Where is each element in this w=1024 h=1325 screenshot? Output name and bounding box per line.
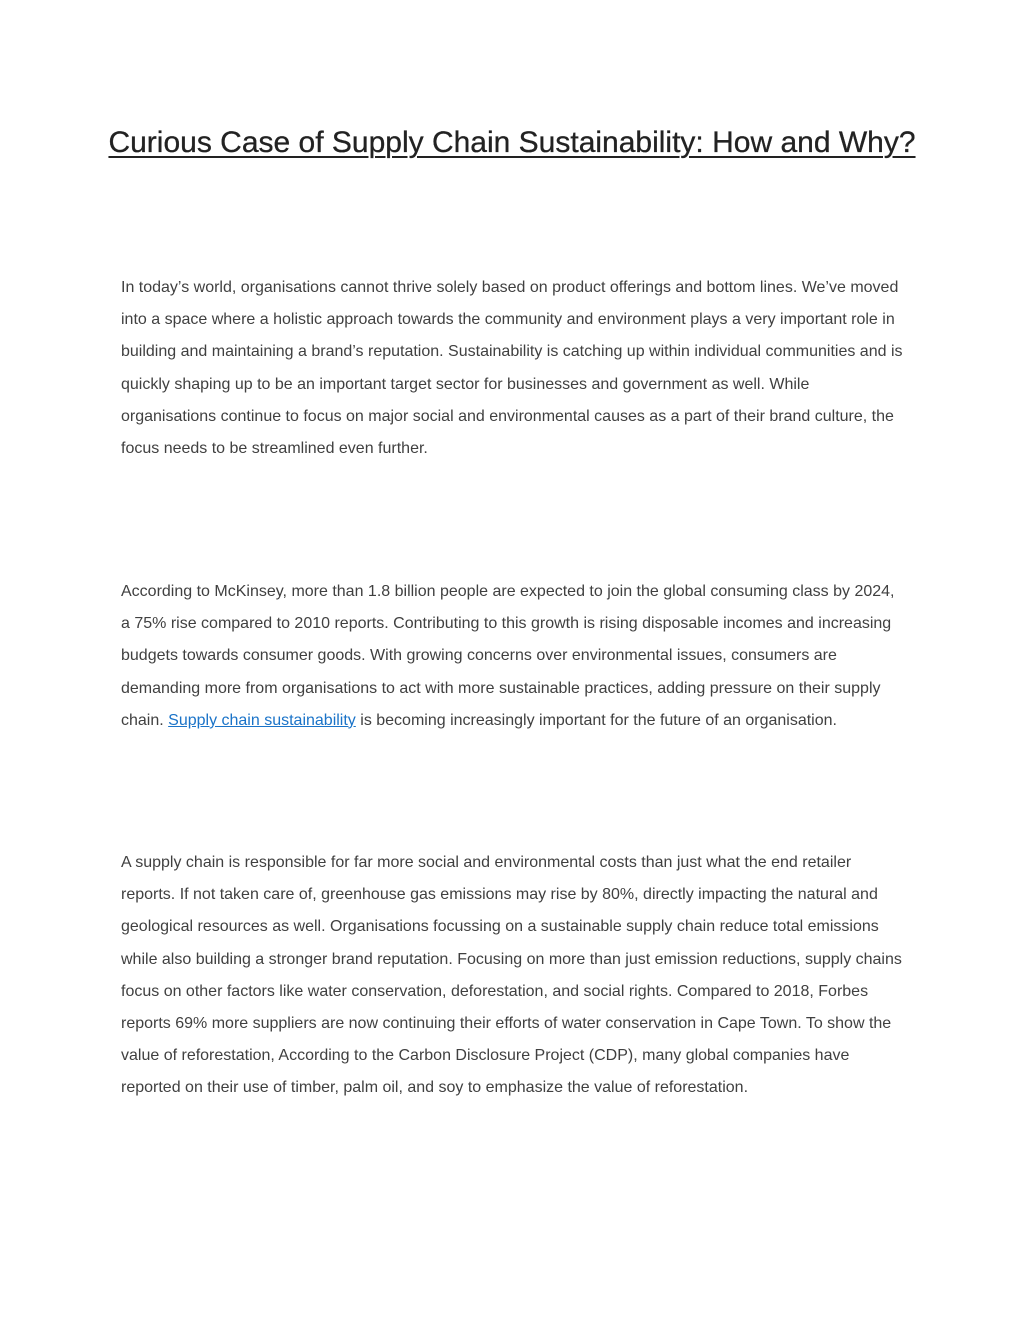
- page-title-text: Curious Case of Supply Chain Sustainability: How and Why?: [108, 126, 916, 159]
- paragraph-mckinsey-tail: is becoming increasingly important for the future of an organisation.: [355, 711, 837, 729]
- paragraph-supply-chain-costs: A supply chain is responsible for far more social and environmental costs than just what the end retailer reports. If not taken care of, greenhouse gas emissions may rise by 80%, directly impacting the natural and geological resources as well. Organisations focussing on a sustainable supply chain reduce total emissions while also building a stronger brand reputation. Focusing on more than just emission reductions, supply chains focus on other factors like water conservation, deforestation, and social rights. Compared to 2018, Forbes reports 69% more suppliers are now continuing their efforts of water conservation in Cape Town. To show the value of reforestation, According to the Carbon Disclosure Project (CDP), many global companies have reported on their use of timber, palm oil, and soy to emphasize the value of reforestation.: [121, 854, 902, 1097]
- paragraph-intro: In today’s world, organisations cannot thrive solely based on product offerings and bottom lines. We’ve moved into a space where a holistic approach towards the community and environment plays a very important role in building and maintaining a brand’s reputation. Sustainability is catching up within individual communities and is quickly shaping up to be an important target sector for businesses and government as well. While organisations continue to focus on major social and environmental causes as a part of their brand culture, the focus needs to be streamlined even further.: [121, 279, 903, 458]
- page-title: [100, 122, 924, 163]
- paragraph-mckinsey: [121, 576, 907, 737]
- supply-chain-sustainability-link[interactable]: Supply chain sustainability: [168, 711, 356, 729]
- paragraph-mckinsey-text: According to McKinsey, more than 1.8 billion people are expected to join the global consuming class by 2024, a 75% rise compared to 2010 reports. Contributing to this growth is rising disposable incomes and increasing budgets towards consumer goods. With growing concerns over environmental issues, consumers are demanding more from organisations to act with more sustainable practices, adding pressure on their supply chain.: [121, 583, 895, 729]
